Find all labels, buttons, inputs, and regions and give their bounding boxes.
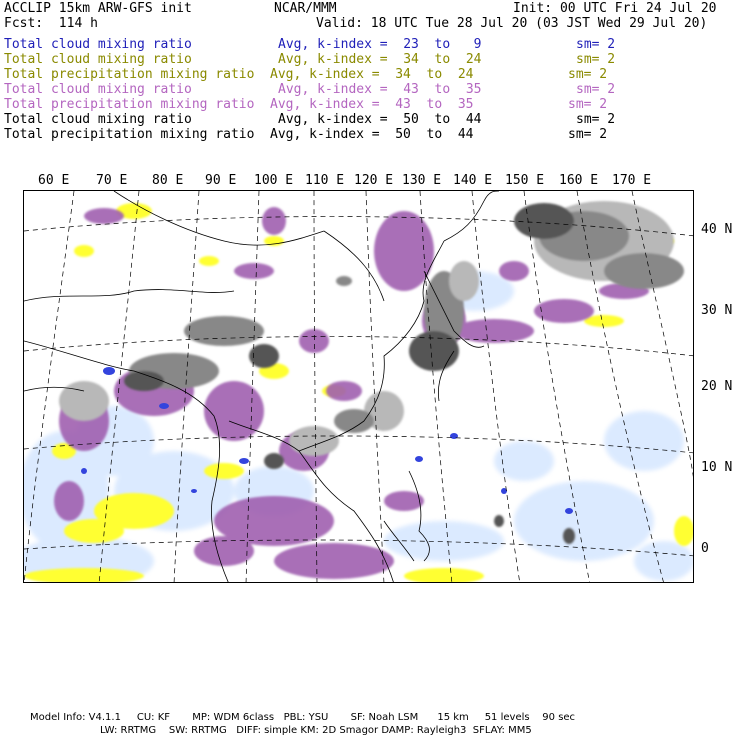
longitude-label: 80 E	[152, 173, 184, 188]
latitude-label: 40 N	[701, 222, 733, 237]
longitude-label: 160 E	[559, 173, 599, 188]
center-label: NCAR/MMM	[274, 1, 337, 16]
legend-row-avg: Avg, k-index = 50 to 44	[270, 127, 474, 142]
longitude-label: 130 E	[402, 173, 442, 188]
map-canvas	[24, 191, 694, 583]
legend-row-avg: Avg, k-index = 43 to 35	[270, 97, 474, 112]
model-info-line2: LW: RRTMG SW: RRTMG DIFF: simple KM: 2D Smagor DAMP: Rayleigh3 SFLAY: MM5	[100, 725, 532, 736]
legend-row-name: Total cloud mixing ratio	[4, 52, 192, 67]
legend-row-name: Total precipitation mixing ratio	[4, 97, 255, 112]
legend-row-sm: sm= 2	[568, 97, 608, 112]
longitude-label: 120 E	[354, 173, 394, 188]
legend-row-name: Total cloud mixing ratio	[4, 82, 192, 97]
legend-row-sm: sm= 2	[576, 37, 616, 52]
legend-row-avg: Avg, k-index = 34 to 24	[278, 52, 482, 67]
longitude-label: 170 E	[612, 173, 652, 188]
model-title: ACCLIP 15km ARW-GFS init	[4, 1, 192, 16]
longitude-label: 150 E	[505, 173, 545, 188]
map-panel	[23, 190, 694, 583]
init-time: Init: 00 UTC Fri 24 Jul 20	[513, 1, 717, 16]
legend-row-sm: sm= 2	[568, 127, 608, 142]
longitude-label: 110 E	[305, 173, 345, 188]
longitude-label: 140 E	[453, 173, 493, 188]
legend-row-sm: sm= 2	[576, 52, 616, 67]
legend-row-sm: sm= 2	[576, 112, 616, 127]
latitude-label: 0	[701, 541, 709, 556]
latitude-label: 10 N	[701, 460, 733, 475]
legend-row-name: Total precipitation mixing ratio	[4, 67, 255, 82]
forecast-hour: Fcst: 114 h	[4, 16, 98, 31]
legend-row-avg: Avg, k-index = 23 to 9	[278, 37, 482, 52]
legend-row-sm: sm= 2	[568, 67, 608, 82]
legend-row-name: Total cloud mixing ratio	[4, 37, 192, 52]
valid-time: Valid: 18 UTC Tue 28 Jul 20 (03 JST Wed 29 Jul 20)	[316, 16, 708, 31]
longitude-label: 100 E	[254, 173, 294, 188]
legend-row-sm: sm= 2	[576, 82, 616, 97]
longitude-label: 60 E	[38, 173, 70, 188]
legend-row-avg: Avg, k-index = 50 to 44	[278, 112, 482, 127]
legend-row-name: Total precipitation mixing ratio	[4, 127, 255, 142]
legend-row-avg: Avg, k-index = 34 to 24	[270, 67, 474, 82]
legend-row-name: Total cloud mixing ratio	[4, 112, 192, 127]
model-info-line1: Model Info: V4.1.1 CU: KF MP: WDM 6class PBL: YSU SF: Noah LSM 15 km 51 levels 90 sec	[30, 712, 576, 723]
legend-row-avg: Avg, k-index = 43 to 35	[278, 82, 482, 97]
longitude-label: 70 E	[96, 173, 128, 188]
latitude-label: 30 N	[701, 303, 733, 318]
latitude-label: 20 N	[701, 379, 733, 394]
longitude-label: 90 E	[205, 173, 237, 188]
